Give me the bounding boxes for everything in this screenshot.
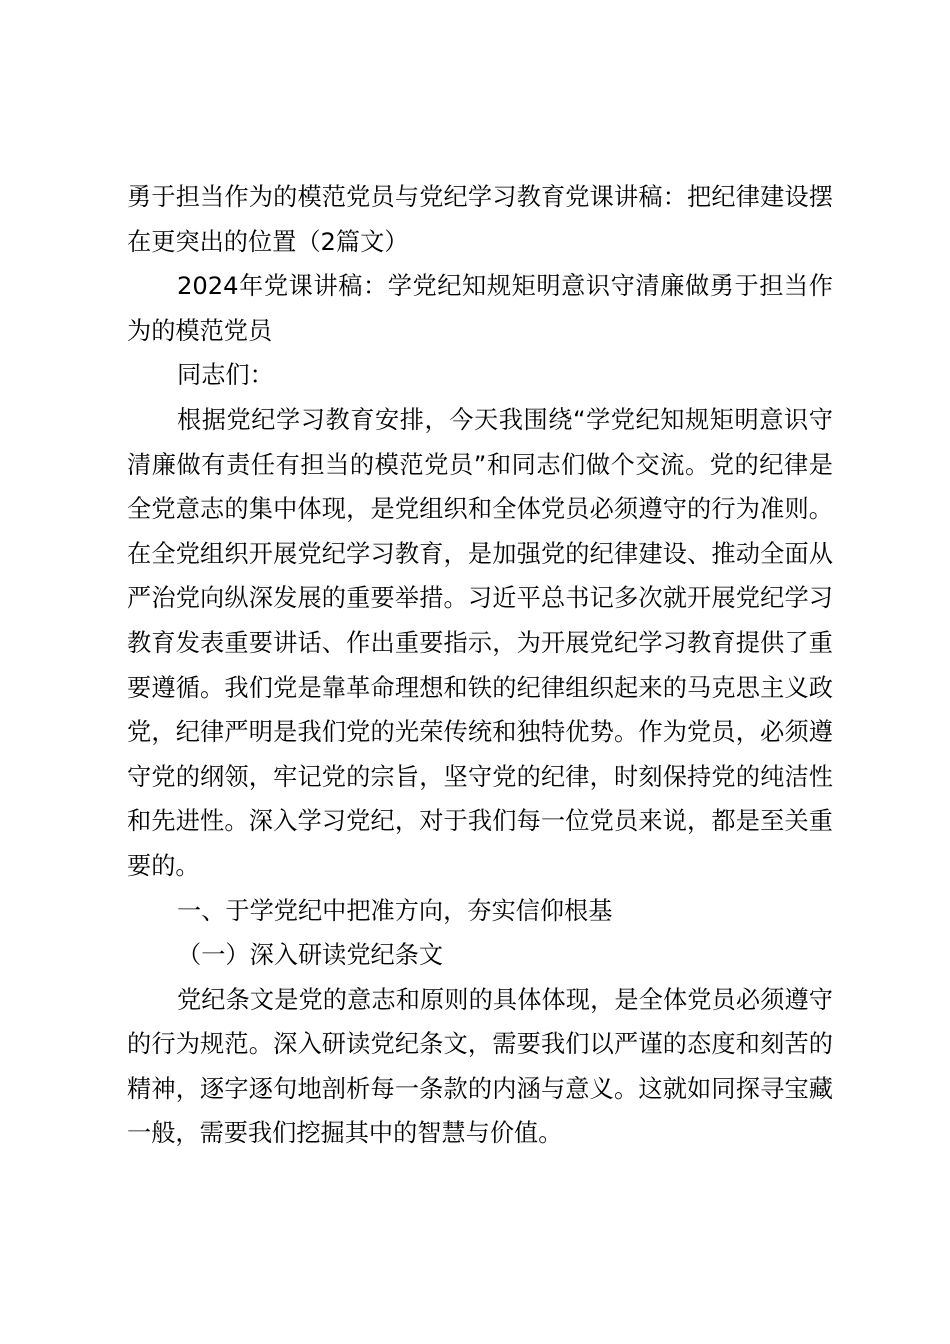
body-paragraph: 党纪条文是党的意志和原则的具体体现，是全体党员必须遵守的行为规范。深入研读党纪条文，需要我们以严谨的态度和刻苦的精神，逐字逐句地剖析每一条款的内涵与意义。这就如同探寻宝藏一般，需要我们挖掘其中的智慧与价值。 (127, 985, 833, 1148)
salutation: 同志们： (177, 361, 274, 390)
document-title: 勇于担当作为的模范党员与党纪学习教育党课讲稿：把纪律建设摆在更突出的位置（2篇文） (127, 183, 833, 256)
section-heading: 一、于学党纪中把准方向，夯实信仰根基 (177, 896, 613, 925)
body-paragraph: 根据党纪学习教育安排，今天我围绕“学党纪知规矩明意识守清廉做有责任有担当的模范党员”和同志们做个交流。党的纪律是全党意志的集中体现，是党组织和全体党员必须遵守的行为准则。在全党组织开展党纪学习教育，是加强党的纪律建设、推动全面从严治党向纵深发展的重要举措。习近平总书记多次就开展党纪学习教育发表重要讲话、作出重要指示，为开展党纪学习教育提供了重要遵循。我们党是靠革命理想和铁的纪律组织起来的马克思主义政党，纪律严明是我们党的光荣传统和独特优势。作为党员，必须遵守党的纲领，牢记党的宗旨，坚守党的纪律，时刻保持党的纯洁性和先进性。深入学习党纪，对于我们每一位党员来说，都是至关重要的。 (127, 405, 833, 880)
document-subtitle: 2024年党课讲稿：学党纪知规矩明意识守清廉做勇于担当作为的模范党员 (127, 272, 833, 345)
document-body (127, 175, 833, 1156)
subsection-heading: （一）深入研读党纪条文 (177, 941, 444, 970)
